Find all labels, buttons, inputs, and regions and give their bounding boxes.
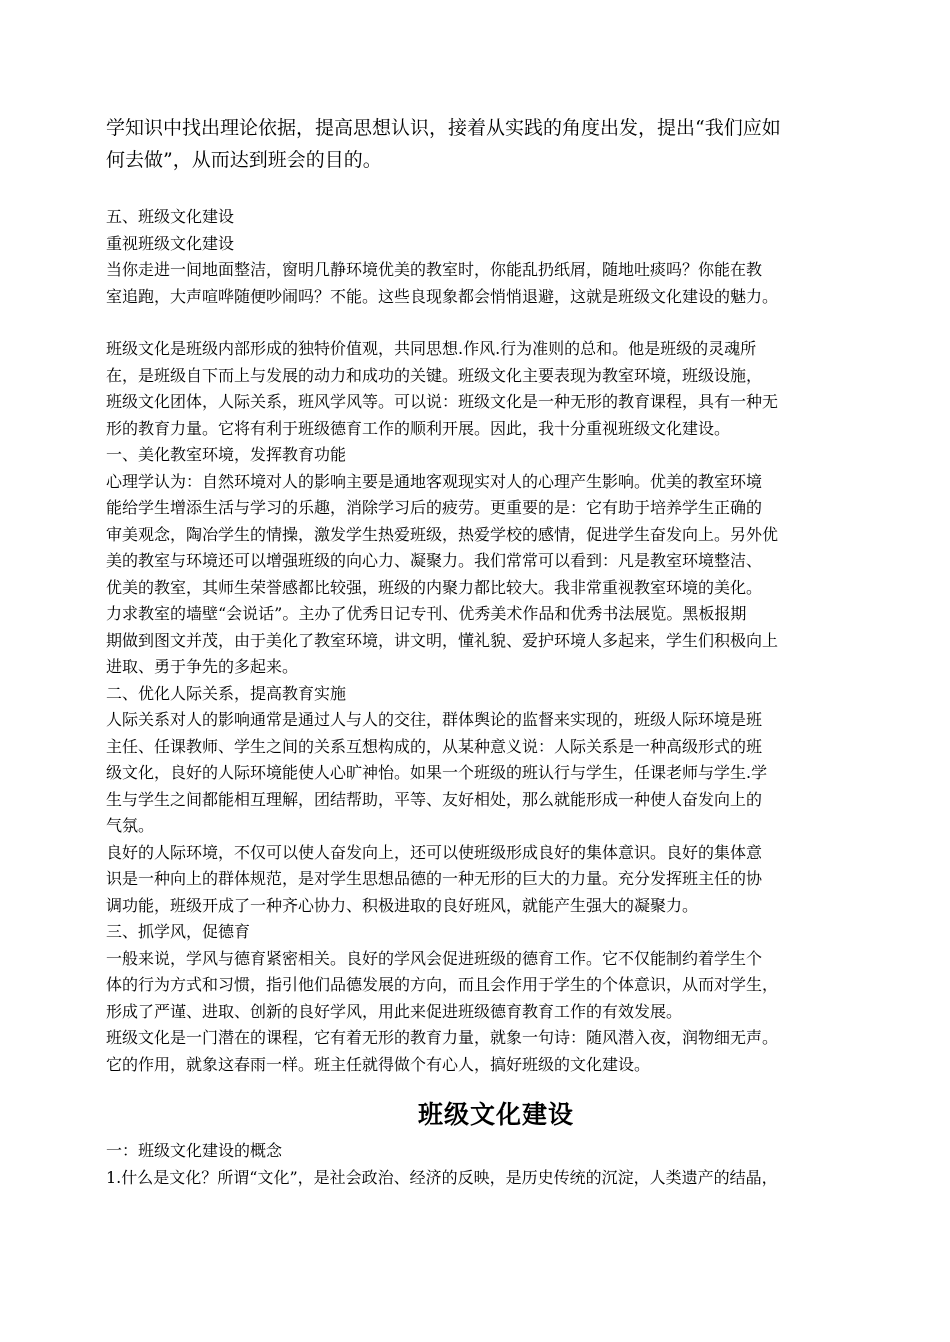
subsection-heading: 三、抓学风，促德育 <box>106 922 251 941</box>
text-line: 能给学生增添生活与学习的乐趣，消除学习后的疲劳。更重要的是：它有助于培养学生正确的 <box>106 498 763 517</box>
section-heading: 五、班级文化建设 <box>106 207 235 226</box>
text-line: 力求教室的墙壁“会说话”。主办了优秀日记专刊、优秀美术作品和优秀书法展览。黑板报期 <box>106 604 747 623</box>
text-line: 形的教育力量。它将有利于班级德育工作的顺利开展。因此，我十分重视班级文化建设。 <box>106 418 731 438</box>
text-line: 班级文化是一门潜在的课程，它有着无形的教育力量，就象一句诗：随风潜入夜，润物细无声。 <box>106 1028 779 1047</box>
document-body <box>106 112 886 1191</box>
text-line: 一般来说，学风与德育紧密相关。良好的学风会促进班级的德育工作。它不仅能制约着学生个 <box>106 948 763 968</box>
text-line: 主任、任课教师、学生之间的关系互想构成的，从某种意义说：人际关系是一种高级形式的班 <box>106 736 763 756</box>
text-line: 审美观念，陶冶学生的情操，激发学生热爱班级，热爱学校的感情，促进学生奋发向上。另外优 <box>106 524 779 544</box>
intro-paragraph <box>106 112 886 176</box>
text-line: 级文化，良好的人际环境能使人心旷神怡。如果一个班级的班认行与学生，任课老师与学生.学 <box>106 763 768 782</box>
paragraph <box>106 336 886 442</box>
text-line: 体的行为方式和习惯，指引他们品德发展的方向，而且会作用于学生的个体意识，从而对学生， <box>106 975 779 994</box>
subsection-heading: 二、优化人际关系，提高教育实施 <box>106 683 347 703</box>
subsection-heading: 一、美化教室环境，发挥教育功能 <box>106 445 347 464</box>
text-line: 心理学认为：自然环境对人的影响主要是通地客观现实对人的心理产生影响。优美的教室环境 <box>106 471 763 491</box>
text-line: 它的作用，就象这春雨一样。班主任就得做个有心人，搞好班级的文化建设。 <box>106 1054 651 1074</box>
spacer <box>106 176 886 204</box>
text-line: 生与学生之间都能相互理解，团结帮助，平等、友好相处，那么就能形成一种使人奋发向上的 <box>106 789 763 809</box>
text-line: 当你走进一间地面整洁，窗明几静环境优美的教室时，你能乱扔纸屑，随地吐痰吗？你能在教 <box>106 260 763 279</box>
section-heading: 一：班级文化建设的概念 <box>106 1141 283 1160</box>
text-line: 何去做”，从而达到班会的目的。 <box>106 149 382 171</box>
text-line: 室追跑，大声喧哗随便吵闹吗？不能。这些良现象都会悄悄退避，这就是班级文化建设的魅力。 <box>106 286 779 306</box>
paragraph <box>106 946 886 1026</box>
text-line: 良好的人际环境，不仅可以使人奋发向上，还可以使班级形成良好的集体意识。良好的集体意 <box>106 842 763 862</box>
paragraph <box>106 257 886 310</box>
text-line: 在，是班级自下而上与发展的动力和成功的关键。班级文化主要表现为教室环境，班级设施， <box>106 365 763 385</box>
text-line: 优美的教室，其师生荣誉感都比较强，班级的内聚力都比较大。我非常重视教室环境的美化。 <box>106 577 763 597</box>
text-line: 人际关系对人的影响通常是通过人与人的交往，群体舆论的监督来实现的，班级人际环境是班 <box>106 710 763 729</box>
text-line: 1.什么是文化？所谓“文化”，是社会政治、经济的反映，是历史传统的沉淀，人类遗产的结晶， <box>106 1167 778 1187</box>
text-line: 学知识中找出理论依据，提高思想认识，接着从实践的角度出发，提出“我们应如 <box>106 117 781 139</box>
text-line: 美的教室与环境还可以增强班级的向心力、凝聚力。我们常常可以看到：凡是教室环境整洁、 <box>106 551 763 570</box>
text-line: 进取、勇于争先的多起来。 <box>106 657 299 676</box>
text-line: 调功能，班级开成了一种齐心协力、积极进取的良好班风，就能产生强大的凝聚力。 <box>106 895 699 915</box>
text-line: 班级文化是班级内部形成的独特价值观，共同思想.作风.行为准则的总和。他是班级的灵魂所 <box>106 339 757 358</box>
paragraph <box>106 469 886 681</box>
text-line: 形成了严谨、进取、创新的良好学风，用此来促进班级德育教育工作的有效发展。 <box>106 1001 683 1021</box>
document-title: 班级文化建设 <box>417 1100 574 1129</box>
text-line: 识是一种向上的群体规范，是对学生思想品德的一种无形的巨大的力量。充分发挥班主任的协 <box>106 869 763 888</box>
text-line: 班级文化团体，人际关系，班风学风等。可以说：班级文化是一种无形的教育课程，具有一种无 <box>106 392 779 411</box>
paragraph <box>106 707 886 840</box>
section-subheading: 重视班级文化建设 <box>106 233 235 253</box>
paragraph <box>106 1025 886 1078</box>
text-line: 期做到图文并茂，由于美化了教室环境，讲文明，懂礼貌、爱护环境人多起来，学生们积极向上 <box>106 630 779 650</box>
text-line: 气氛。 <box>106 816 155 835</box>
paragraph <box>106 840 886 920</box>
spacer <box>106 310 886 336</box>
